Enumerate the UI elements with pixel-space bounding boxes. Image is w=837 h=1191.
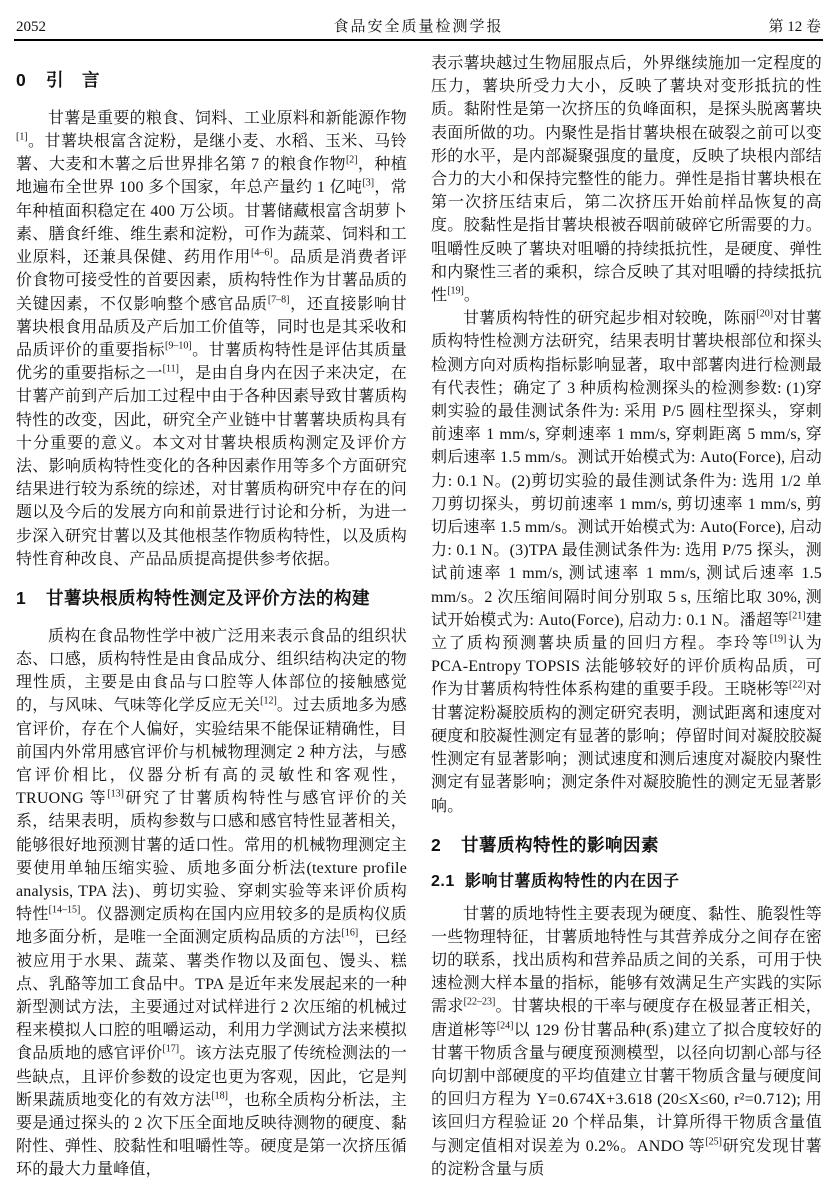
- section-0-title: 引 言: [46, 70, 100, 90]
- section-1-paragraph2: 甘薯质构特性的研究起步相对较晚，陈丽[20]对甘薯质构特性检测方法研究，结果表明甘薯块根部位和探头检测方向对质构指标影响显著，取中部薯肉进行检测最有代表性；确定了 3 种质构检测探头的检测参数: (1)穿刺实验的最佳测试条件为: 采用 P/5 圆柱型探头，穿刺前速率 1 mm/s, 穿刺速率 1 mm/s, 穿刺距离 5 mm/s, 穿刺后速率 1.5 mm/s。测试开始模式为: Auto(Force), 启动力: 0.1 N。(2)剪切实验的最佳测试条件为: 选用 1/2 单刀剪切探头，剪切前速率 1 mm/s, 剪切速率 1 mm/s, 剪切后速率 1.5 mm/s。测试开始模式为: Auto(Force), 启动力: 0.1 N。(3)TPA 最佳测试条件为: 选用 P/75 探头，测试前速率 1 mm/s, 测试速率 1 mm/s, 测试后速率 1.5 mm/s。2 次压缩间隔时间分别取 5 s, 压缩比取 30%, 测试开始模式为: Auto(Force), 启动力: 0.1 N。潘超等[21]建立了质构预测薯块质量的回归方程。李玲等[19]认为 PCA-Entropy TOPSIS 法能够较好的评价质构品质，可作为甘薯质构特性体系构建的重要手段。王晓彬等[22]对甘薯淀粉凝胶质构的测定研究表明，测试距离和速度对硬度和胶凝性测定有显著的影响；停留时间对凝胶胶凝性测定有显著影响；测试速度和测后速度对凝胶内聚性测定有显著影响；测定条件对凝胶脆性的测定无显著影响。: [431, 308, 822, 815]
- section-2-1-heading: [431, 872, 822, 892]
- section-1-title: 甘薯块根质构特性测定及评价方法的构建: [46, 587, 370, 608]
- running-head: [16, 15, 821, 36]
- two-column-body: [16, 52, 822, 1182]
- section-1-number: 1: [16, 587, 27, 608]
- page-number: 2052: [16, 19, 46, 35]
- section-0-heading: [16, 70, 407, 92]
- section-2-1-title: 影响甘薯质构特性的内在因子: [465, 872, 680, 890]
- section-1-paragraph-part1: 质构在食品物性学中被广泛用来表示食品的组织状态、口感，质构特性是由食品成分、组织结构决定的物理性质，主要是由食品与口腔等人体部位的接触感觉的，与风味、气味等化学反应无关[12]。过去质地多为感官评价，存在个人偏好，实验结果不能保证精确性，目前国内外常用感官评价与机械物理测定 2 种方法，与感官评价相比，仪器分析有高的灵敏性和客观性，TRUONG 等[13]研究了甘薯质构特性与感官评价的关系，结果表明，质构参数与口感和感官特性显著相关，能够很好地预测甘薯的适口性。常用的机械物理测定主要使用单轴压缩实验、质地多面分析法(texture profile analysis, TPA 法)、剪切实验、穿刺实验等来评价质构特性[14–15]。仪器测定质构在国内应用较多的是质构仪质地多面分析，是唯一全面测定质构品质的方法[16]，已经被应用于水果、蔬菜、薯类作物以及面包、馒头、糕点、乳酪等加工食品中。TPA 是近年来发展起来的一种新型测试方法，主要通过对试样进行 2 次压缩的机械过程来模拟人口腔的咀嚼运动，利用力学测试方法来模拟食品质地的感官评价[17]。该方法克服了传统检测法的一些缺点，且评价参数的设定也更为客观，因此，它是判断果蔬质地变化的有效方法[18]，也称全质构分析法，主要是通过探头的 2 次下压全面地反映待测物的硬度、黏附性、弹性、胶黏性和咀嚼性等。硬度是第一次挤压循环的最大力量峰值，: [16, 627, 408, 1179]
- volume-label: 第 12 卷: [768, 19, 821, 35]
- section-2-1-number: 2.1: [431, 872, 455, 890]
- section-1-paragraph-part2: 表示薯块越过生物屈服点后，外界继续施加一定程度的压力，薯块所受力大小，反映了薯块对变形抵抗的性质。黏附性是第一次挤压的负峰面积，是探头脱离薯块表面所做的功。内聚性是指甘薯块根在破裂之前可以变形的水平，是内部凝聚强度的量度，反映了块根内部结合力的大小和保持完整性的能力。弹性是指甘薯块根在第一次挤压结束后，第二次挤压开始前样品恢复的高度。胶黏性是指甘薯块根被吞咽前破碎它所需要的力。咀嚼性反映了薯块对咀嚼的持续抵抗性，是硬度、弹性和内聚性三者的乘积，综合反映了其对咀嚼的持续抵抗性[19]。: [431, 55, 822, 305]
- section-2-title: 甘薯质构特性的影响因素: [461, 834, 659, 855]
- left-column: [16, 52, 407, 1182]
- section-2-1-paragraph-part1: 甘薯的质地特性主要表现为硬度、黏性、脆裂性等一些物理特征，甘薯质地特性与其营养成分之间存在密切的联系，找出质构和营养品质之间的关系，可用于快速检测大样本量的指标，能够有效满足生产实践的实际需求[22–23]。甘薯块根的干率与硬度存在极显著正相关，唐道彬等[24]以 129 份甘薯品种(系)建立了拟合度较好的甘薯干物质含量与硬度预测模型，以径向切割心部与径向切割中部硬度的平均值建立甘薯干物质含量与硬度间的回归方程为 Y=0.674X+3.618 (20≤X≤60, r²=0.712); 用该回归方程验证 20 个样品集，计算所得干物质含量值与测定值相对误差为 0.2%。ANDO 等[25]研究发现甘薯的淀粉含量与质: [431, 905, 822, 1178]
- intro-paragraph: 甘薯是重要的粮食、饲料、工业原料和新能源作物[1]。甘薯块根富含淀粉，是继小麦、水稻、玉米、马铃薯、大麦和木薯之后世界排名第 7 的粮食作物[2]，种植地遍布全世界 100 多个国家，年总产量约 1 亿吨[3]，常年种植面积稳定在 400 万公顷。甘薯储藏根富含胡萝卜素、膳食纤维、维生素和淀粉，可作为蔬菜、饲料和工业原料，还兼具保健、药用作用[4–6]。品质是消费者评价食物可接受性的首要因素，质构特性作为甘薯品质的关键因素，不仅影响整个感官品质[7–8]，还直接影响甘薯块根食用品质及产后加工价值等，同时也是其采收和品质评价的重要指标[9–10]。甘薯质构特性是评估其质量优劣的重要指标之一[11]，是由自身内在因子来决定，在甘薯产前到产后加工过程中由于各种因素导致甘薯质构特性的改变，因此，研究全产业链中甘薯薯块质构具有十分重要的意义。本文对甘薯块根质构测定及评价方法、影响质构特性变化的各种因素作用等多个方面研究结果进行较为系统的综述，对甘薯质构研究中存在的问题以及今后的发展方向和前景进行讨论和分析，为进一步深入研究甘薯以及其他根茎作物质构特性，以及质构特性育种改良、产品品质提高提供参考依据。: [16, 109, 408, 568]
- section-0-number: 0: [16, 70, 27, 90]
- section-2-heading: [431, 835, 822, 857]
- header-rule: [14, 39, 823, 41]
- right-column: [431, 52, 822, 1182]
- journal-title: 食品安全质量检测学报: [333, 19, 504, 35]
- section-2-number: 2: [431, 834, 442, 855]
- section-1-heading: [16, 588, 407, 610]
